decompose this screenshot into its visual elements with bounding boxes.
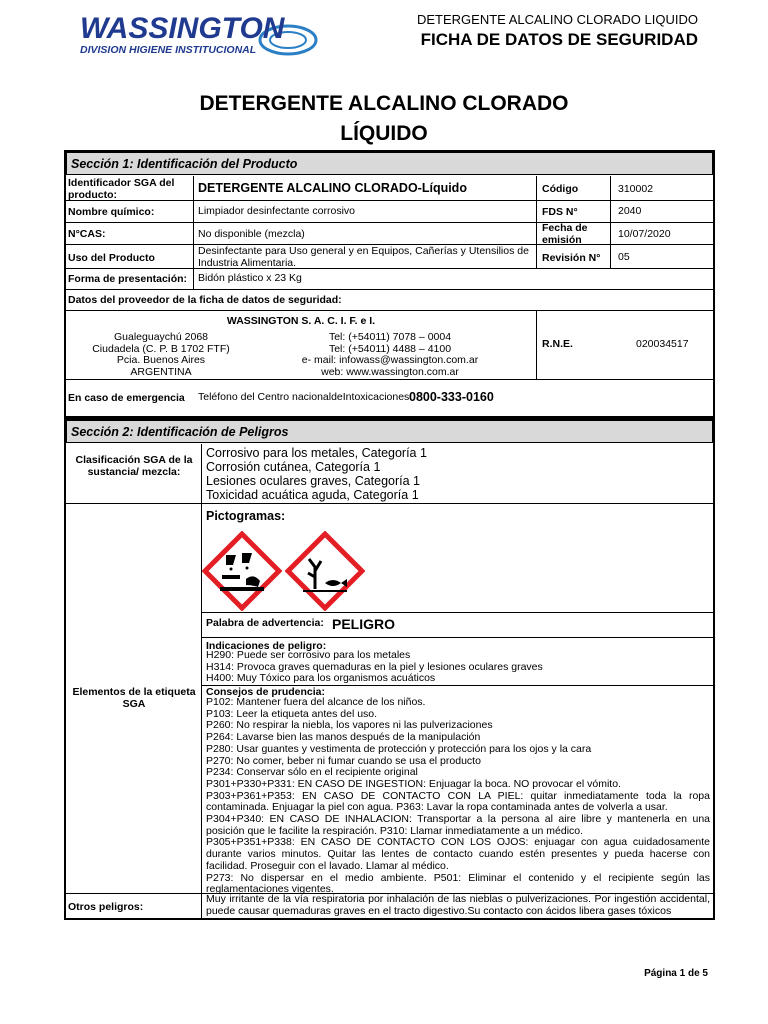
document-type-header: FICHA DE DATOS DE SEGURIDAD <box>420 30 698 49</box>
document-title-line2: LÍQUIDO <box>340 122 428 145</box>
company-name: WASSINGTON S. A. C. I. F. e I. <box>226 315 376 327</box>
document-title-line1: DETERGENTE ALCALINO CLORADO <box>199 92 569 115</box>
environment-pictogram-icon <box>285 531 365 611</box>
emergencia-text: Teléfono del Centro nacionaldeIntoxicaciones: <box>198 391 413 403</box>
rne-label: R.N.E. <box>542 338 573 350</box>
otros-value: Muy irritante de la vía respiratoria por inhalación de las nieblas o pulverizaciones. Por ingestión accidental, puede causar quemaduras graves en el tracto digestivo.Su contacto con ácidos libera gases tóxicos <box>206 893 710 917</box>
indicaciones-label: Indicaciones de peligro: <box>206 640 327 652</box>
forma-value: Bidón plástico x 23 Kg <box>198 272 302 284</box>
id-value: DETERGENTE ALCALINO CLORADO-Líquido <box>198 181 467 195</box>
codigo-label: Código <box>542 183 579 195</box>
nombre-value: Limpiador desinfectante corrosivo <box>198 205 355 217</box>
palabra-value: PELIGRO <box>332 616 396 632</box>
logo-subtitle: DIVISION HIGIENE INSTITUCIONAL <box>80 44 257 56</box>
clasif-label: Clasificación SGA de la sustancia/ mezcla: <box>75 454 193 478</box>
otros-label: Otros peligros: <box>68 901 144 913</box>
address-block: Gualeguaychú 2068 Ciudadela (C. P. B 1702 FTF) Pcia. Buenos Aires ARGENTINA <box>92 331 230 378</box>
consejos-label: Consejos de prudencia: <box>206 686 326 698</box>
codigo-value: 310002 <box>618 183 654 195</box>
uso-label: Uso del Producto <box>68 252 155 264</box>
nombre-label: Nombre químico: <box>68 206 155 218</box>
proveedor-label: Datos del proveedor de la ficha de datos de seguridad: <box>68 294 342 306</box>
forma-label: Forma de presentación: <box>68 273 188 285</box>
elementos-label: Elementos de la etiqueta SGA <box>72 686 196 710</box>
revision-value: 05 <box>618 251 630 263</box>
clasif-list: Corrosivo para los metales, Categoría 1 Corrosión cutánea, Categoría 1 Lesiones oculares graves, Categoría 1 Toxicidad acuática aguda, Categoría 1 <box>206 446 427 502</box>
fds-value: 2040 <box>618 205 642 217</box>
cas-value: No disponible (mezcla) <box>198 228 305 240</box>
fds-label: FDS N° <box>542 206 578 218</box>
pictogramas-label: Pictogramas: <box>206 509 286 523</box>
id-label: Identificador SGA del producto: <box>68 177 175 201</box>
revision-label: Revisión N° <box>542 252 601 264</box>
logo-wordmark: WASSINGTON <box>80 12 285 45</box>
consejos-list: P102: Mantener fuera del alcance de los niños. P103: Leer la etiqueta antes del uso. P260: No respirar la niebla, los vapores ni las pulverizaciones P264: Lavarse bien las manos después de la manipulación P280: Usar guantes y vestimenta de protección y protección para los ojos y la cara P270: No comer, beber ni fumar cuando se usa el producto P234: Conservar sólo en el recipiente original P301+P330+P331: EN CASO DE INGESTION: Enjuagar la boca. NO provocar el vómito. P303+P361+P353: EN CASO DE CONTACTO CON LA PIEL: quitar inmediatamente toda la ropa contaminada. Enjuagar la piel con agua. P363: Lavar la ropa contaminada antes de volverla a usar. P304+P340: EN CASO DE INHALACION: Transportar a la persona al aire libre y mantenerla en una posición que le facilite la respiración. P310: Llamar inmediatamente a un médico. P305+P351+P338: EN CASO DE CONTACTO CON LOS OJOS: enjuagar con agua cuidadosamente durante varios minutos. Quitar las lentes de contacto cuando estén presentes y pueda hacerse con facilidad. Proseguir con el lavado. Llamar al médico. P273: No dispersar en el medio ambiente. P501: Eliminar el contenido y el recipiente según las reglamentaciones vigentes. <box>206 696 710 896</box>
section1-heading-bar <box>66 152 713 175</box>
fecha-label: Fecha de emisión <box>542 222 588 246</box>
corrosion-pictogram-icon <box>202 531 282 611</box>
page-number: Página 1 de 5 <box>644 968 708 979</box>
emergencia-phone: 0800-333-0160 <box>409 390 494 404</box>
emergencia-label: En caso de emergencia <box>68 392 185 404</box>
section1-heading: Sección 1: Identificación del Producto <box>71 157 298 171</box>
contact-block: Tel: (+54011) 7078 – 0004 Tel: (+54011) 4488 – 4100 e- mail: infowass@wassington.com.ar web: www.wassington.com.ar <box>301 331 479 378</box>
cas-label: N°CAS: <box>68 228 106 240</box>
rne-value: 020034517 <box>636 338 689 350</box>
palabra-label: Palabra de advertencia: <box>206 617 324 629</box>
product-line-header: DETERGENTE ALCALINO CLORADO LIQUIDO <box>416 12 698 27</box>
section2-heading: Sección 2: Identificación de Peligros <box>71 425 289 439</box>
fecha-value: 10/07/2020 <box>618 228 671 240</box>
section2-heading-bar <box>66 420 713 443</box>
uso-value: Desinfectante para Uso general y en Equipos, Cañerías y Utensilios de Industria Alimentaria. <box>198 245 529 269</box>
indicaciones-list: H290: Puede ser corrosivo para los metales H314: Provoca graves quemaduras en la piel y lesiones oculares graves H400: Muy Tóxico para los organismos acuáticos <box>206 649 543 684</box>
